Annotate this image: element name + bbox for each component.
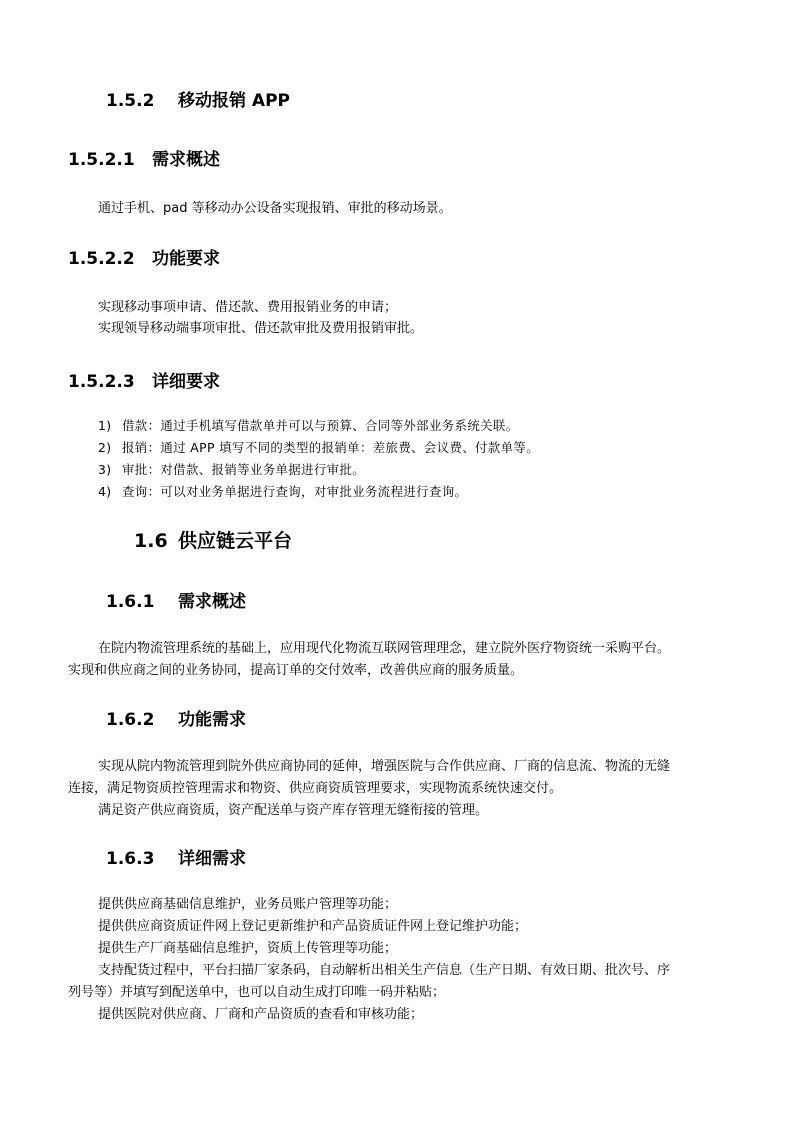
paragraph-line: 提供供应商资质证件网上登记更新维护和产品资质证件网上登记维护功能；	[98, 919, 528, 934]
paragraph-line: 提供医院对供应商、厂商和产品资质的查看和审核功能；	[98, 1007, 424, 1022]
paragraph-line: 实现和供应商之间的业务协同，提高订单的交付效率，改善供应商的服务质量。	[68, 663, 524, 678]
list-number: 3)	[98, 462, 112, 477]
section-number: 1.5.2.3	[68, 372, 135, 392]
section-number: 1.6.2	[106, 710, 155, 730]
heading-1-5-2-2	[68, 244, 220, 269]
list-item	[98, 460, 365, 478]
paragraph-line: 提供生产厂商基础信息维护，资质上传管理等功能；	[98, 941, 398, 956]
heading-1-5-2-3	[68, 367, 220, 392]
paragraph-line: 实现领导移动端事项审批、借还款审批及费用报销审批。	[98, 321, 424, 336]
heading-1-5-2-1	[68, 145, 220, 170]
section-number: 1.5.2.2	[68, 249, 135, 269]
heading-1-6-1	[106, 587, 246, 612]
section-number: 1.5.2	[106, 91, 155, 111]
section-title: 功能要求	[152, 249, 220, 269]
section-title: 需求概述	[152, 150, 220, 170]
list-text: 借款：通过手机填写借款单并可以与预算、合同等外部业务系统关联。	[122, 418, 519, 433]
section-number: 1.5.2.1	[68, 150, 135, 170]
paragraph-line: 列号等）并填写到配送单中，也可以自动生成打印唯一码并粘贴；	[68, 985, 446, 1000]
heading-1-5-2	[106, 86, 290, 111]
paragraph-line: 提供供应商基础信息维护，业务员账户管理等功能；	[98, 897, 398, 912]
section-title: 详细需求	[178, 849, 246, 869]
section-number: 1.6.3	[106, 849, 155, 869]
list-text: 报销：通过 APP 填写不同的类型的报销单：差旅费、会议费、付款单等。	[122, 440, 540, 455]
heading-1-6-3	[106, 844, 246, 869]
list-text: 查询：可以对业务单据进行查询，对审批业务流程进行查询。	[122, 484, 468, 499]
paragraph-line: 支持配货过程中，平台扫描厂家条码，自动解析出相关生产信息（生产日期、有效日期、批次号、序	[98, 963, 671, 978]
paragraph-line: 实现从院内物流管理到院外供应商协同的延伸，增强医院与合作供应商、厂商的信息流、物流的无缝	[98, 759, 671, 774]
paragraph-line: 在院内物流管理系统的基础上，应用现代化物流互联网管理理念，建立院外医疗物资统一采购平台。	[98, 641, 671, 656]
list-item	[98, 482, 467, 500]
section-title: 功能需求	[178, 710, 246, 730]
list-item	[98, 416, 519, 434]
section-title: 详细要求	[152, 372, 220, 392]
list-text: 审批：对借款、报销等业务单据进行审批。	[122, 462, 366, 477]
paragraph-line: 连接，满足物资质控管理需求和物资、供应商资质管理要求，实现物流系统快速交付。	[68, 781, 563, 796]
list-number: 4)	[98, 484, 112, 499]
paragraph-line: 满足资产供应商资质，资产配送单与资产库存管理无缝衔接的管理。	[98, 803, 489, 818]
heading-1-6-2	[106, 705, 246, 730]
list-number: 2)	[98, 440, 112, 455]
paragraph: 通过手机、pad 等移动办公设备实现报销、审批的移动场景。	[98, 201, 452, 216]
list-item	[98, 438, 539, 456]
heading-1-6	[134, 526, 292, 553]
section-number: 1.6.1	[106, 592, 155, 612]
section-title: 移动报销 APP	[178, 91, 290, 111]
section-title: 供应链云平台	[178, 530, 293, 552]
list-number: 1)	[98, 418, 112, 433]
section-title: 需求概述	[178, 592, 246, 612]
paragraph-line: 实现移动事项申请、借还款、费用报销业务的申请；	[98, 300, 398, 315]
section-number: 1.6	[134, 530, 168, 552]
